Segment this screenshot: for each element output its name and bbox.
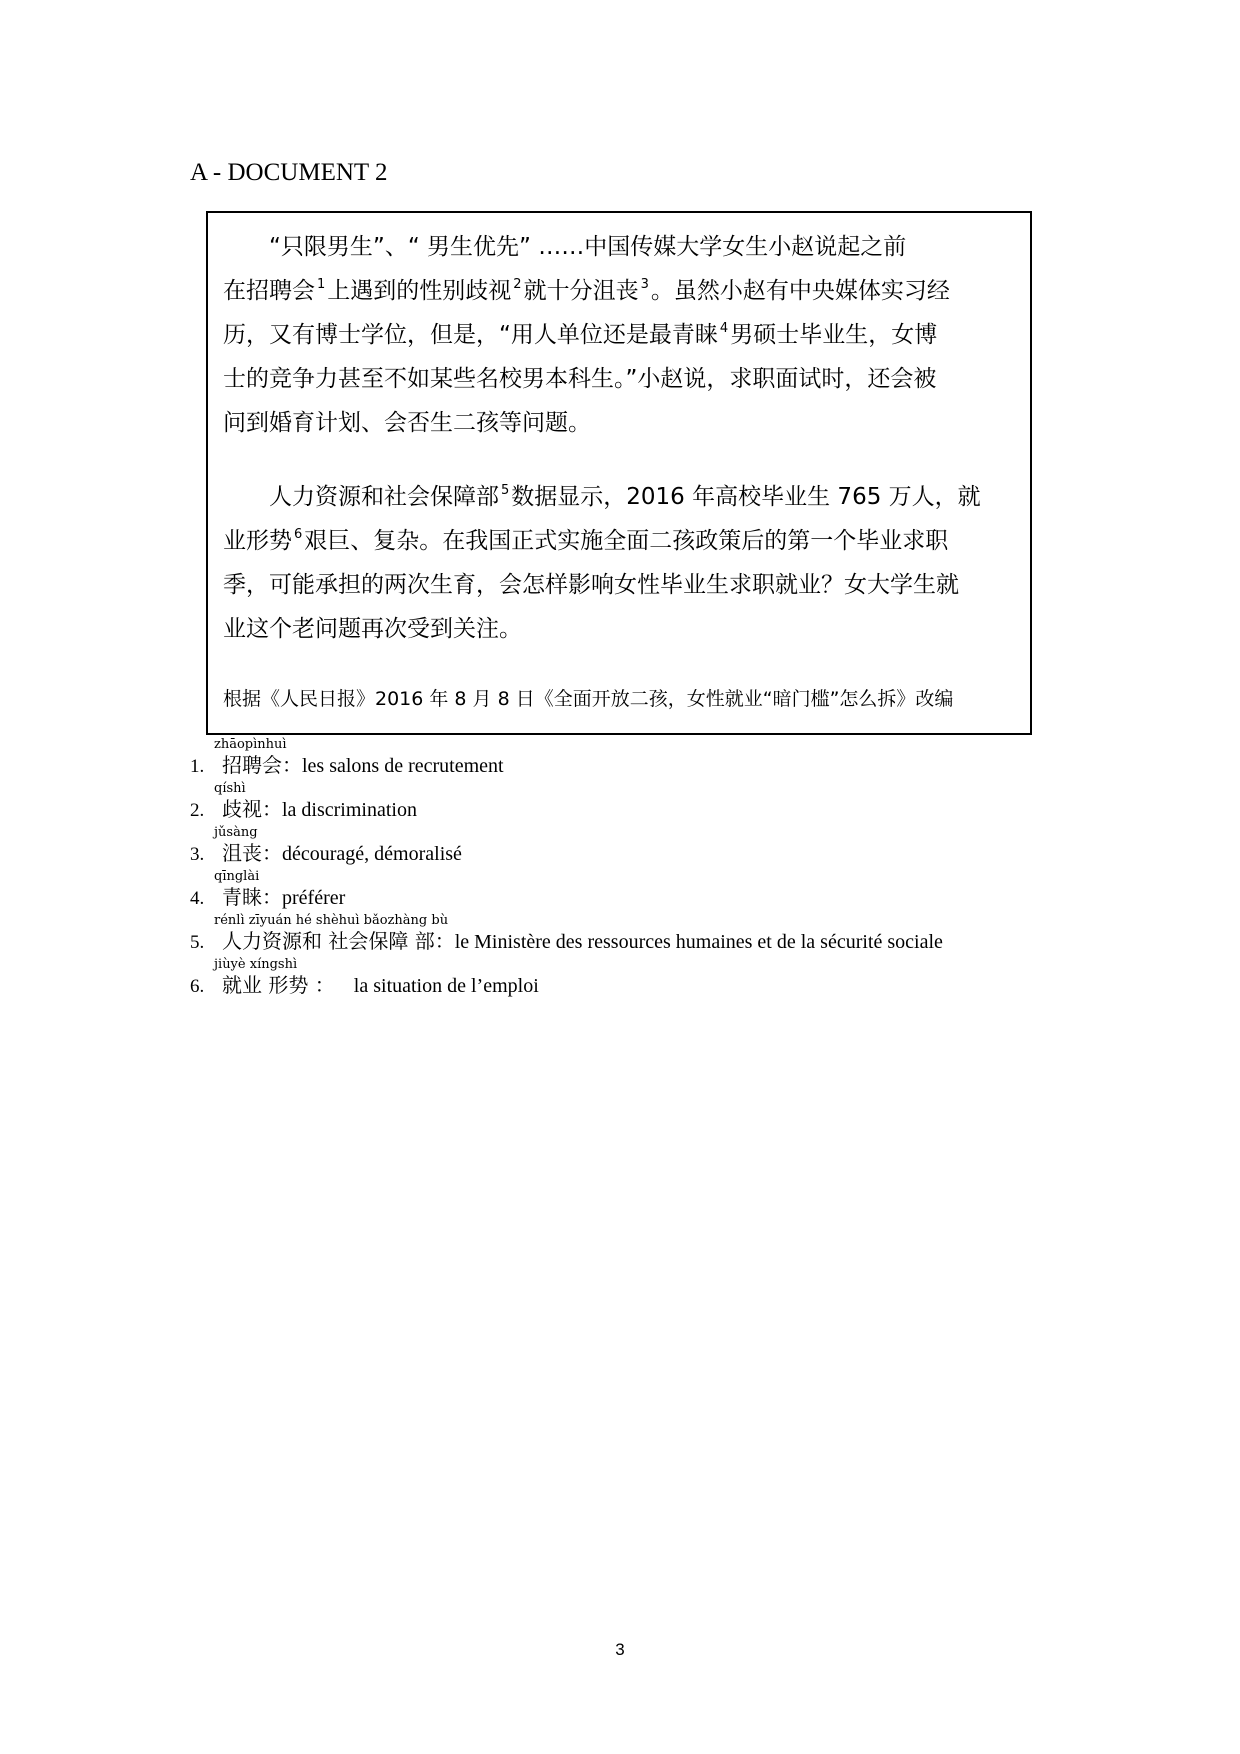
glossary-item	[190, 958, 1090, 1002]
separator: ：	[282, 753, 302, 777]
french-definition: le Ministère des ressources humaines et de la sécurité sociale	[454, 931, 943, 953]
passage-box	[206, 211, 1032, 735]
glossary-entry	[190, 884, 345, 912]
glossary-entry	[190, 928, 943, 956]
text-span: 在招聘会	[223, 278, 315, 304]
glossary-entry	[190, 796, 417, 824]
separator: ：	[262, 885, 282, 909]
paragraph-2-line-3: 季，可能承担的两次生育，会怎样影响女性毕业生求职就业？女大学生就	[223, 572, 959, 598]
item-number: 5.	[190, 932, 205, 953]
text-span: 艰巨、复杂。在我国正式实施全面二孩政策后的第一个毕业求职	[304, 528, 949, 554]
text-span: 男硕士毕业生，女博	[730, 322, 938, 348]
item-number: 1.	[190, 756, 205, 777]
text-span: 业形势	[223, 528, 292, 554]
vocabulary-glossary	[190, 738, 1090, 1002]
footnote-ref-2: 2	[513, 277, 522, 292]
separator: ：	[308, 973, 354, 997]
text-span: 人力资源和社会保障部	[269, 484, 499, 510]
footnote-ref-1: 1	[317, 277, 326, 292]
footnote-ref-6: 6	[294, 527, 303, 542]
paragraph-2-line-4: 业这个老问题再次受到关注。	[223, 616, 522, 642]
chinese-term: 青睐	[222, 885, 262, 909]
paragraph-1-line-2	[223, 269, 950, 313]
item-number: 2.	[190, 800, 205, 821]
glossary-item	[190, 782, 1090, 826]
chinese-term: 沮丧	[222, 841, 262, 865]
pinyin-annotation: jǔsàng	[214, 825, 258, 840]
source-citation: 根据《人民日报》2016 年 8 月 8 日《全面开放二孩，女性就业“暗门槛”怎么拆》改编	[223, 688, 954, 710]
pinyin-annotation: zhāopìnhuì	[214, 737, 287, 752]
item-number: 6.	[190, 976, 205, 997]
text-span: 历，又有博士学位，但是，“用人单位还是最青睐	[223, 322, 718, 348]
paragraph-2-line-2	[223, 519, 981, 563]
french-definition: préférer	[282, 887, 346, 909]
glossary-item	[190, 738, 1090, 782]
paragraph-1	[223, 225, 950, 445]
glossary-item	[190, 870, 1090, 914]
glossary-entry	[190, 972, 539, 1000]
pinyin-annotation: qíshì	[214, 781, 246, 796]
glossary-entry	[190, 752, 504, 780]
text-span: 。虽然小赵有中央媒体实习经	[650, 278, 950, 304]
separator: ：	[262, 841, 282, 865]
footnote-ref-3: 3	[640, 277, 649, 292]
text-span: 数据显示，2016 年高校毕业生 765 万人，就	[511, 484, 981, 510]
document-heading: A - DOCUMENT 2	[190, 159, 388, 186]
chinese-term: 人力资源和 社会保障 部	[222, 929, 435, 953]
paragraph-1-line-4: 士的竞争力甚至不如某些名校男本科生。”小赵说，求职面试时，还会被	[223, 366, 937, 392]
chinese-term: 就业 形势	[222, 973, 309, 997]
text-span: 上遇到的性别歧视	[327, 278, 512, 304]
paragraph-1-line-5: 问到婚育计划、会否生二孩等问题。	[223, 410, 591, 436]
glossary-item	[190, 826, 1090, 870]
paragraph-1-line-1: “只限男生”、“ 男生优先” ……中国传媒大学女生小赵说起之前	[269, 234, 907, 260]
paragraph-1-line-3	[223, 313, 950, 357]
pinyin-annotation: qīnglài	[214, 869, 260, 884]
french-definition: les salons de recrutement	[302, 755, 504, 777]
pinyin-annotation: jiùyè xíngshì	[214, 957, 298, 972]
text-span: 就十分沮丧	[523, 278, 639, 304]
page-number: 3	[615, 1640, 625, 1659]
footnote-ref-5: 5	[501, 483, 510, 498]
separator: ：	[262, 797, 282, 821]
chinese-term: 歧视	[222, 797, 262, 821]
item-number: 3.	[190, 844, 205, 865]
chinese-term: 招聘会	[222, 753, 282, 777]
french-definition: découragé, démoralisé	[282, 843, 462, 865]
french-definition: la situation de l’emploi	[353, 975, 539, 997]
glossary-entry	[190, 840, 462, 868]
paragraph-2-line-1	[223, 475, 981, 519]
separator: ：	[434, 929, 455, 953]
french-definition: la discrimination	[282, 799, 417, 821]
footnote-ref-4: 4	[719, 321, 729, 336]
pinyin-annotation: rénlì zīyuán hé shèhuì bǎozhàng bù	[214, 913, 449, 928]
item-number: 4.	[190, 888, 205, 909]
paragraph-2	[223, 475, 981, 651]
glossary-item	[190, 914, 1090, 958]
